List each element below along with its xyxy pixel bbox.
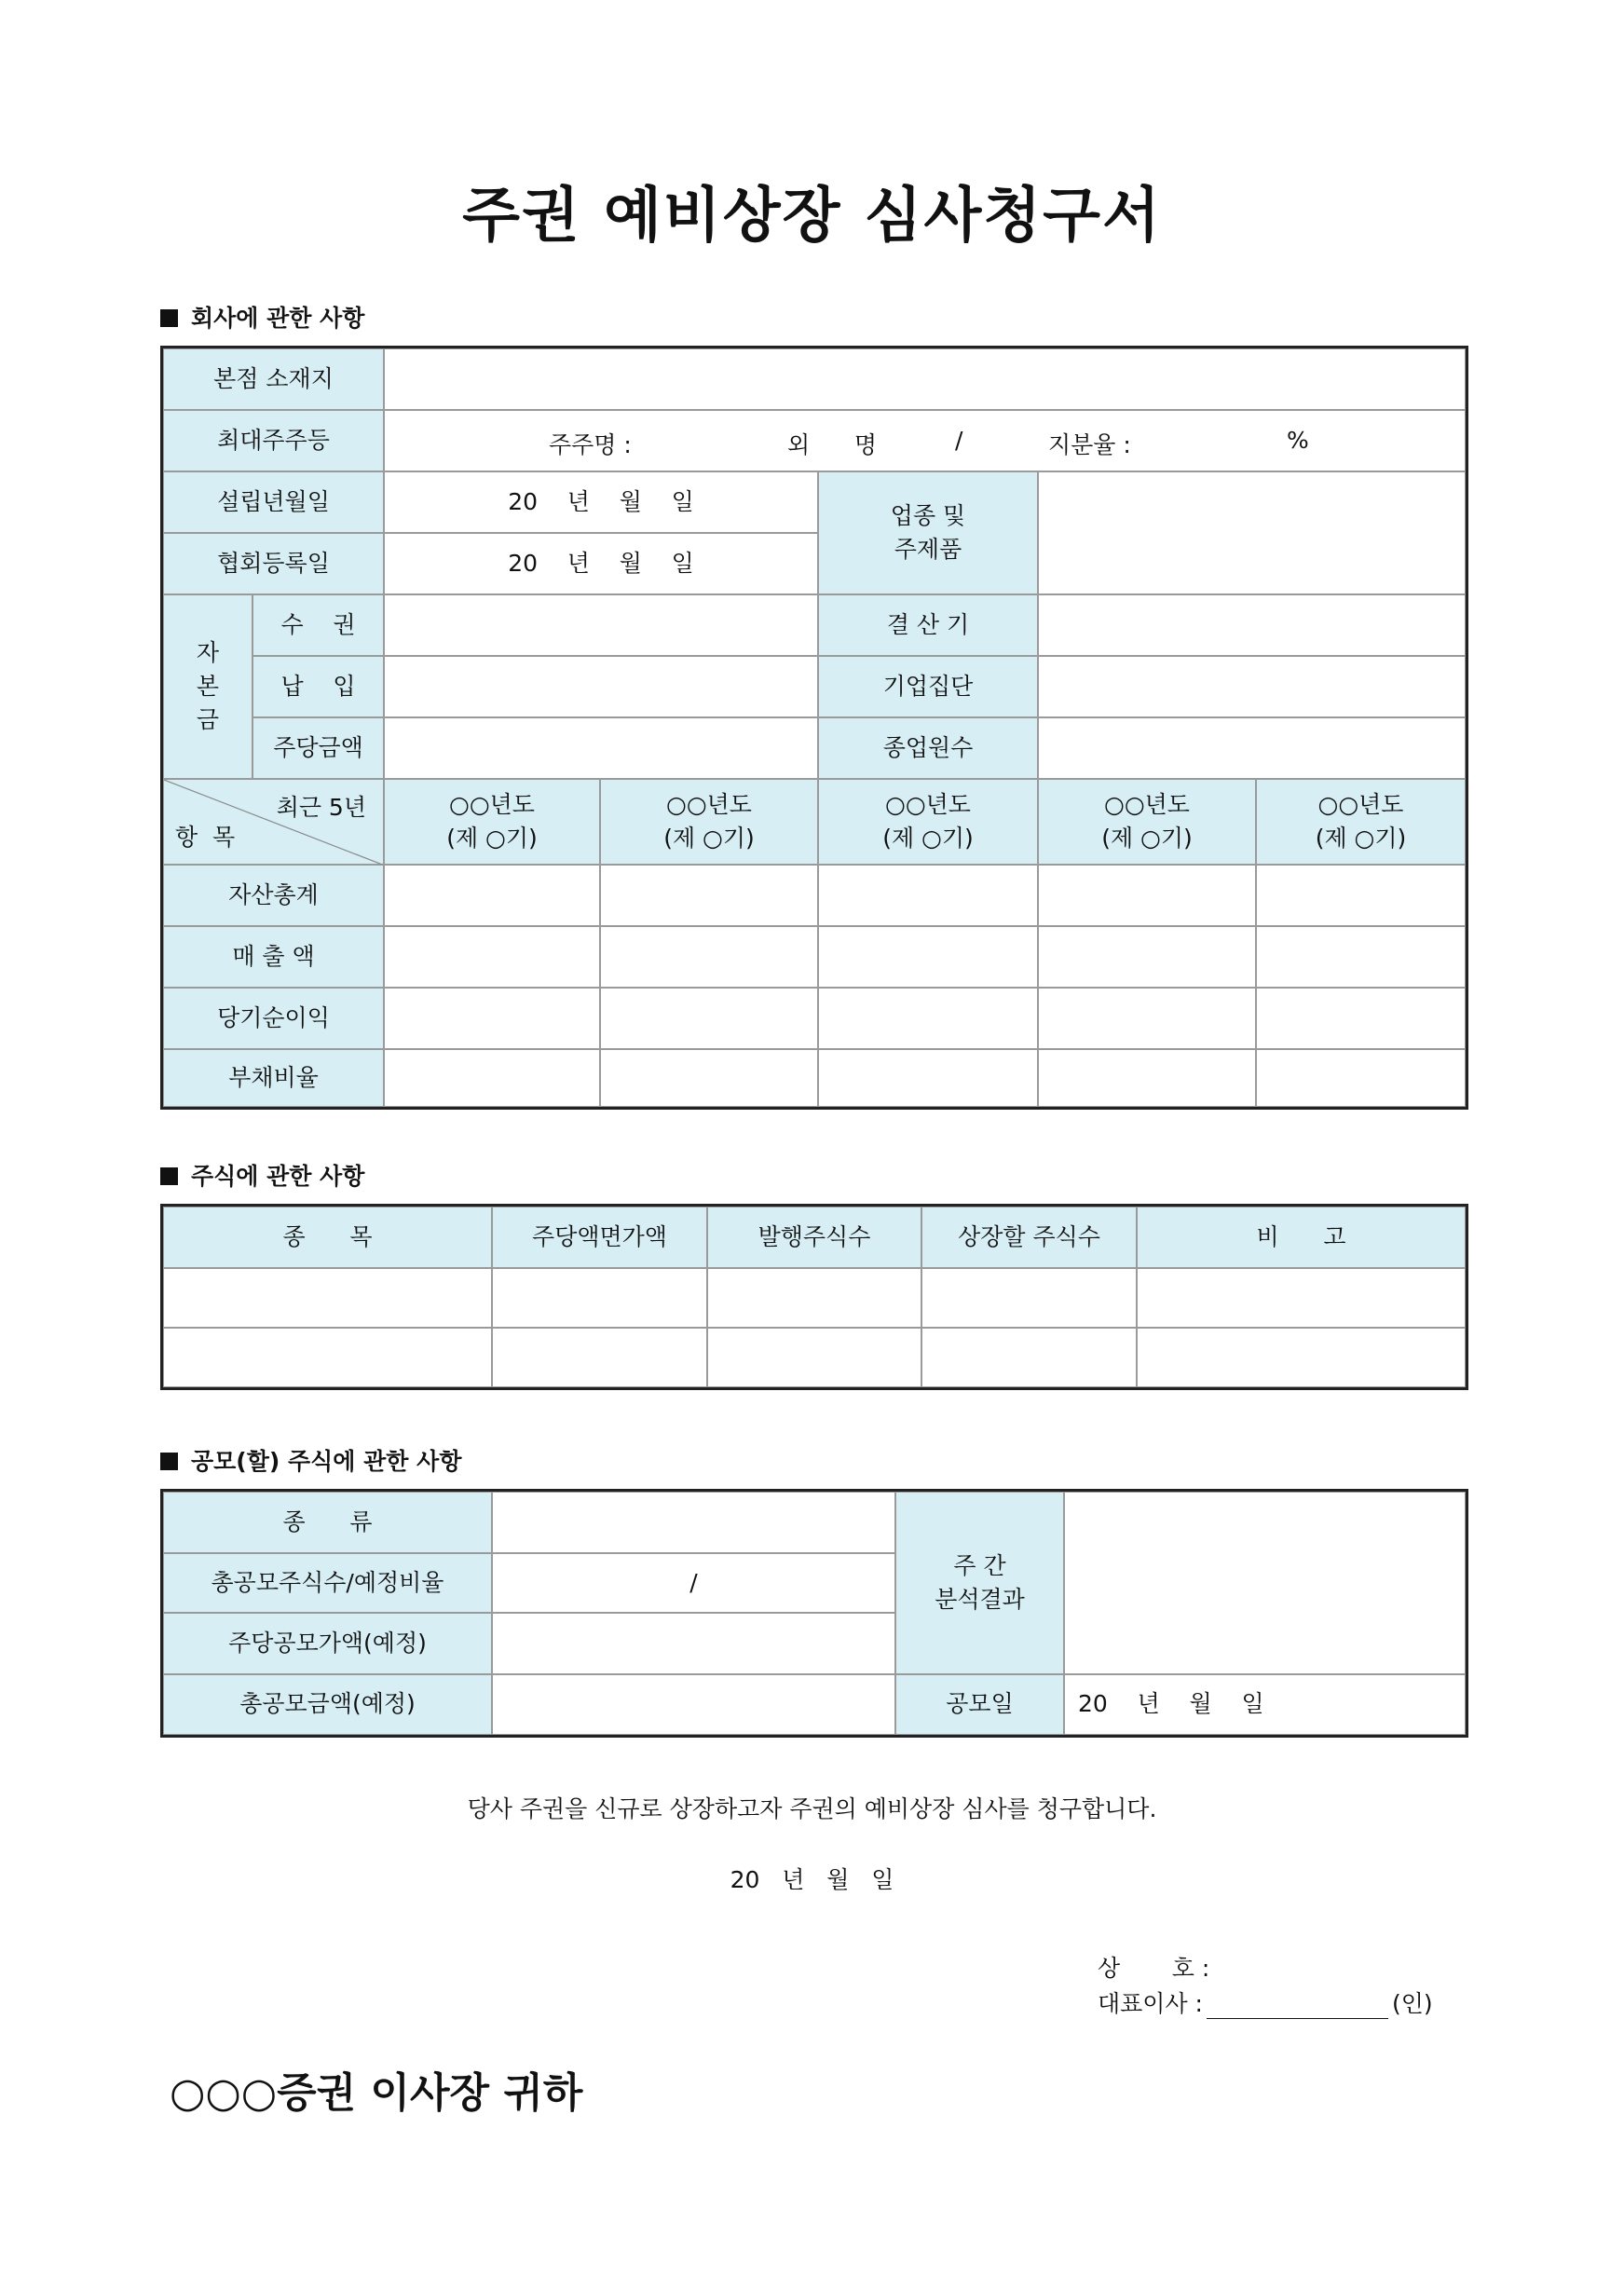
corner-recent-years: 최근 5년 [276, 794, 366, 821]
par-value-cell[interactable] [492, 1268, 707, 1328]
financial-value-field[interactable] [1256, 926, 1466, 988]
hq-field[interactable] [384, 348, 1466, 410]
year-column-header: ○○년도 (제 ○기) [1256, 779, 1466, 865]
offering-price-label: 주당공모가액(예정) [163, 1613, 492, 1674]
offering-amount-field[interactable] [492, 1674, 895, 1735]
offering-type-label: 종 류 [163, 1492, 492, 1553]
slash-separator: / [955, 427, 963, 454]
offering-date-label: 공모일 [895, 1674, 1064, 1735]
section-heading-offering: 공모(할) 주식에 관한 사항 [160, 1443, 461, 1477]
par-value-header: 주당액면가액 [492, 1207, 707, 1268]
founded-date-field[interactable]: 20 년 월 일 [384, 471, 818, 533]
year-column-header: ○○년도 (제 ○기) [600, 779, 818, 865]
net-income-label: 당기순이익 [163, 988, 384, 1049]
share-type-cell[interactable] [163, 1328, 492, 1387]
share-type-header: 종 목 [163, 1207, 492, 1268]
listing-shares-cell[interactable] [921, 1328, 1137, 1387]
request-statement: 당사 주권을 신규로 상장하고자 주권의 예비상장 심사를 청구합니다. [467, 1795, 1157, 1822]
industry-label: 업종 및 주제품 [818, 471, 1038, 594]
year-item-corner-header [163, 779, 384, 865]
fiscal-period-field[interactable] [1038, 594, 1466, 656]
year-column-header: ○○년도 (제 ○기) [818, 779, 1038, 865]
par-value-label: 주당금액 [252, 717, 384, 779]
debt-ratio-label: 부채비율 [163, 1049, 384, 1107]
addressee: ○○○증권 이사장 귀하 [170, 2069, 583, 2117]
employees-field[interactable] [1038, 717, 1466, 779]
business-group-label: 기업집단 [818, 656, 1038, 717]
financial-value-field[interactable] [1038, 865, 1256, 926]
document-title: 주권 예비상장 심사청구서 [462, 182, 1162, 251]
seal-mark: (인) [1391, 1990, 1433, 2017]
square-bullet-icon [160, 1453, 178, 1470]
financial-value-field[interactable] [384, 926, 600, 988]
hq-label: 본점 소재지 [163, 348, 384, 410]
financial-value-field[interactable] [1038, 1049, 1256, 1107]
revenue-label: 매 출 액 [163, 926, 384, 988]
financial-value-field[interactable] [600, 988, 818, 1049]
square-bullet-icon [160, 1167, 178, 1185]
total-assets-label: 자산총계 [163, 865, 384, 926]
company-name-line [1098, 1950, 1209, 1984]
shares-table [160, 1204, 1468, 1390]
others-count-label: 외 명 [787, 431, 877, 458]
financial-value-field[interactable] [1038, 926, 1256, 988]
financial-value-field[interactable] [1256, 1049, 1466, 1107]
issued-shares-cell[interactable] [707, 1268, 921, 1328]
financial-value-field[interactable] [818, 988, 1038, 1049]
financial-value-field[interactable] [1256, 988, 1466, 1049]
section-heading-shares: 주식에 관한 사항 [160, 1158, 364, 1192]
issued-shares-cell[interactable] [707, 1328, 921, 1387]
financial-value-field[interactable] [600, 1049, 818, 1107]
financial-value-field[interactable] [600, 865, 818, 926]
financial-value-field[interactable] [818, 926, 1038, 988]
total-offering-shares-label: 총공모주식수/예정비율 [163, 1553, 492, 1613]
offering-amount-label: 총공모금액(예정) [163, 1674, 492, 1735]
fiscal-period-label: 결 산 기 [818, 594, 1038, 656]
financial-value-field[interactable] [818, 865, 1038, 926]
paid-in-capital-label: 납 입 [252, 656, 384, 717]
registered-label: 협회등록일 [163, 533, 384, 594]
remarks-header: 비 고 [1137, 1207, 1466, 1268]
financial-value-field[interactable] [384, 988, 600, 1049]
employees-label: 종업원수 [818, 717, 1038, 779]
remarks-cell[interactable] [1137, 1328, 1466, 1387]
financial-value-field[interactable] [600, 926, 818, 988]
request-date: 20 년 월 일 [730, 1866, 894, 1893]
issued-shares-header: 발행주식수 [707, 1207, 921, 1268]
section-heading-company: 회사에 관한 사항 [160, 300, 364, 334]
financial-value-field[interactable] [818, 1049, 1038, 1107]
square-bullet-icon [160, 309, 178, 327]
corner-items: 항 목 [175, 824, 236, 851]
financial-value-field[interactable] [1038, 988, 1256, 1049]
paid-in-capital-field[interactable] [384, 656, 818, 717]
financial-value-field[interactable] [1256, 865, 1466, 926]
company-name-label: 상 호 : [1098, 1955, 1210, 1982]
offering-date-field[interactable]: 20 년 월 일 [1064, 1674, 1466, 1735]
underwriter-analysis-label: 주 간 분석결과 [895, 1492, 1064, 1674]
listing-shares-header: 상장할 주식수 [921, 1207, 1137, 1268]
par-value-field[interactable] [384, 717, 818, 779]
financial-value-field[interactable] [384, 1049, 600, 1107]
offering-price-field[interactable] [492, 1613, 895, 1674]
major-shareholder-label: 최대주주등 [163, 410, 384, 471]
year-column-header: ○○년도 (제 ○기) [1038, 779, 1256, 865]
ceo-signature-line [1098, 1985, 1433, 2019]
registered-date-field[interactable]: 20 년 월 일 [384, 533, 818, 594]
ownership-ratio-label: 지분율 : [1048, 431, 1131, 458]
offering-type-field[interactable] [492, 1492, 895, 1553]
ceo-name-field[interactable] [1207, 1994, 1388, 2019]
financial-value-field[interactable] [384, 865, 600, 926]
company-table [160, 346, 1468, 1110]
remarks-cell[interactable] [1137, 1268, 1466, 1328]
listing-shares-cell[interactable] [921, 1268, 1137, 1328]
authorized-capital-label: 수 권 [252, 594, 384, 656]
year-column-header: ○○년도 (제 ○기) [384, 779, 600, 865]
authorized-capital-field[interactable] [384, 594, 818, 656]
business-group-field[interactable] [1038, 656, 1466, 717]
par-value-cell[interactable] [492, 1328, 707, 1387]
share-type-cell[interactable] [163, 1268, 492, 1328]
percent-sign: % [1287, 427, 1309, 454]
offering-table [160, 1489, 1468, 1738]
underwriter-analysis-field[interactable] [1064, 1492, 1466, 1674]
capital-label: 자 본 금 [163, 594, 252, 779]
ceo-label: 대표이사 : [1098, 1990, 1203, 2017]
total-offering-shares-field[interactable]: / [492, 1553, 895, 1613]
industry-field[interactable] [1038, 471, 1466, 594]
shareholder-name-label: 주주명 : [549, 431, 632, 458]
founded-label: 설립년월일 [163, 471, 384, 533]
